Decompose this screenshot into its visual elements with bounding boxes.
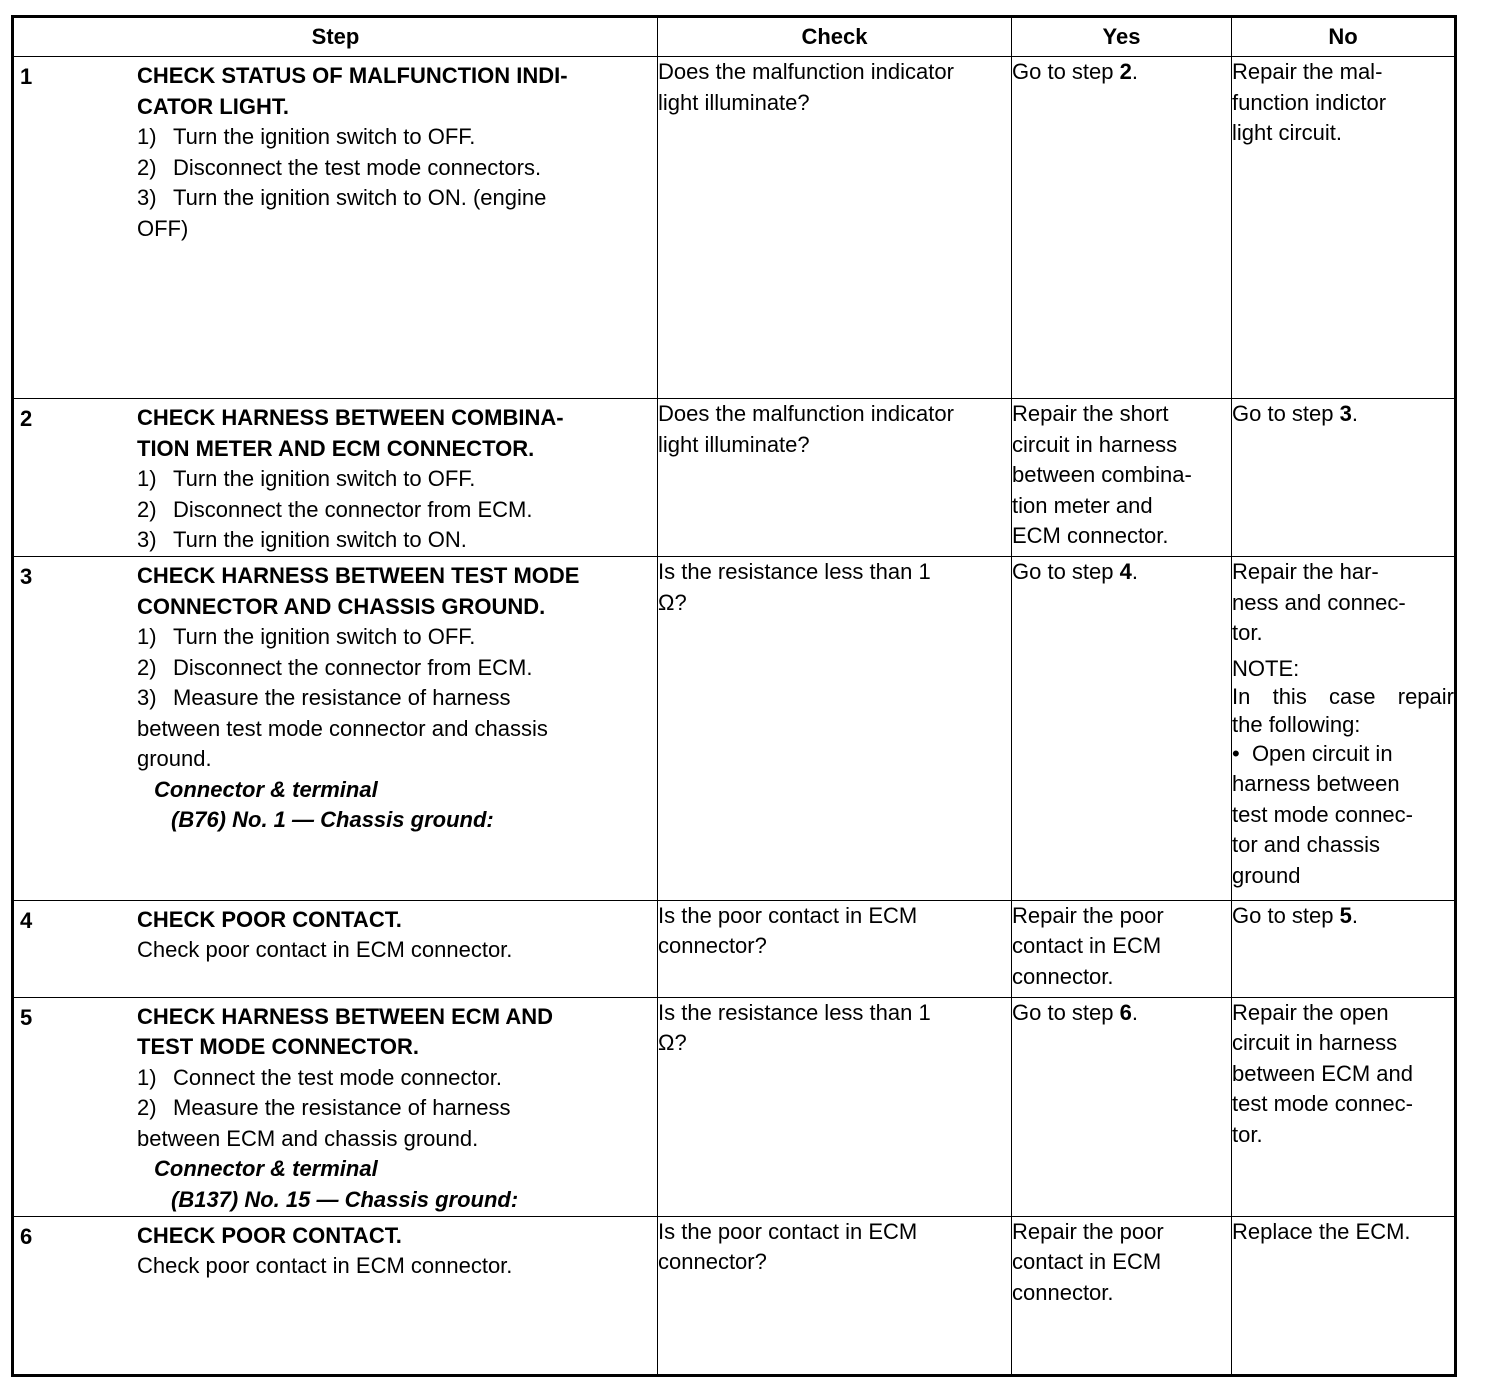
step-title: CHECK HARNESS BETWEEN ECM AND TEST MODE CONNECTOR. (137, 1003, 553, 1060)
no-cell: Repair the open circuit in harness between ECM and test mode connec- tor. (1232, 997, 1456, 1216)
table-row (13, 399, 1456, 557)
step-title: CHECK HARNESS BETWEEN COMBINA- TION METER AND ECM CONNECTOR. (137, 405, 564, 461)
step-cell (13, 900, 658, 997)
header-yes: Yes (1012, 17, 1232, 57)
step-ref: 5 (1339, 902, 1352, 928)
step-item: 2) Disconnect the connector from ECM. (137, 496, 533, 522)
header-row (13, 17, 1456, 57)
step-ref: 2 (1119, 59, 1132, 84)
step-cell (13, 1216, 658, 1375)
step-number: 6 (20, 1223, 33, 1249)
note-text: In this case repair (1232, 683, 1454, 709)
step-ref: 3 (1339, 401, 1352, 427)
yes-cell: Go to step 4. (1012, 557, 1232, 900)
bullet-item: • Open circuit in (1232, 740, 1393, 766)
step-cell (13, 997, 658, 1216)
check-cell: Is the resistance less than 1 Ω? (658, 557, 1012, 900)
connector-label: Connector & terminal (154, 776, 378, 802)
step-text: between test mode connector and chassis (137, 715, 548, 741)
step-title: CHECK POOR CONTACT. (137, 906, 402, 932)
check-cell: Does the malfunction indicator light illuminate? (658, 57, 1012, 399)
step-item: 3) Measure the resistance of harness (137, 685, 511, 711)
yes-cell: Go to step 6. (1012, 997, 1232, 1216)
no-cell: Go to step 3. (1232, 399, 1456, 557)
check-cell: Is the resistance less than 1 Ω? (658, 997, 1012, 1216)
header-no: No (1232, 17, 1456, 57)
table-row (13, 900, 1456, 997)
step-text: between ECM and chassis ground. (137, 1125, 479, 1151)
step-title: CHECK STATUS OF MALFUNCTION INDI- CATOR LIGHT. (137, 63, 568, 119)
step-item: 1) Connect the test mode connector. (137, 1064, 502, 1090)
no-cell: Repair the har- ness and connec- tor. NOTE: In this case repair the following: • Open circuit in harness between test mode connec- tor and chassis ground (1232, 557, 1456, 900)
step-cell (13, 399, 658, 557)
bullet-icon: • (1232, 740, 1240, 766)
step-number: 3 (20, 564, 33, 590)
no-cell: Replace the ECM. (1232, 1216, 1456, 1375)
step-cell (13, 557, 658, 900)
step-item: 2) Disconnect the connector from ECM. (137, 654, 533, 680)
diagnostic-table (11, 15, 1457, 1377)
no-cell: Go to step 5. (1232, 900, 1456, 997)
step-number: 4 (20, 907, 33, 933)
table-row (13, 1216, 1456, 1375)
step-text: Check poor contact in ECM connector. (137, 1253, 513, 1279)
step-item: 1) Turn the ignition switch to OFF. (137, 624, 476, 650)
no-cell: Repair the mal- function indictor light circuit. (1232, 57, 1456, 399)
table-row (13, 997, 1456, 1216)
header-check: Check (658, 17, 1012, 57)
connector-value: (B137) No. 15 — Chassis ground: (171, 1186, 519, 1212)
yes-cell: Repair the short circuit in harness between combina- tion meter and ECM connector. (1012, 399, 1232, 557)
connector-value: (B76) No. 1 — Chassis ground: (171, 807, 494, 833)
note-text: the following: (1232, 711, 1361, 737)
step-text: ground. (137, 746, 212, 772)
step-number: 2 (20, 406, 33, 432)
header-step: Step (13, 17, 658, 57)
step-ref: 4 (1119, 559, 1132, 585)
yes-cell: Repair the poor contact in ECM connector. (1012, 900, 1232, 997)
step-text: Check poor contact in ECM connector. (137, 937, 513, 963)
step-ref: 6 (1119, 999, 1132, 1025)
check-cell: Is the poor contact in ECM connector? (658, 900, 1012, 997)
step-item: 1) Turn the ignition switch to OFF. (137, 466, 476, 492)
yes-cell: Repair the poor contact in ECM connector. (1012, 1216, 1232, 1375)
step-title: CHECK HARNESS BETWEEN TEST MODE CONNECTOR AND CHASSIS GROUND. (137, 563, 580, 619)
note-label: NOTE: (1232, 655, 1300, 681)
step-number: 5 (20, 1004, 33, 1030)
step-text: OFF) (137, 215, 189, 241)
step-item: 2) Measure the resistance of harness (137, 1095, 511, 1121)
step-item: 1) Turn the ignition switch to OFF. (137, 124, 476, 149)
check-cell: Does the malfunction indicator light illuminate? (658, 399, 1012, 557)
step-item: 2) Disconnect the test mode connectors. (137, 154, 542, 180)
step-title: CHECK POOR CONTACT. (137, 1222, 402, 1248)
connector-label: Connector & terminal (154, 1156, 378, 1182)
yes-cell: Go to step 2. (1012, 57, 1232, 399)
check-cell: Is the poor contact in ECM connector? (658, 1216, 1012, 1375)
table-row (13, 557, 1456, 900)
step-item: 3) Turn the ignition switch to ON. (engine (137, 185, 547, 210)
step-item: 3) Turn the ignition switch to ON. (137, 527, 467, 553)
step-cell (13, 57, 658, 399)
table-row (13, 57, 1456, 399)
step-number: 1 (20, 64, 33, 89)
